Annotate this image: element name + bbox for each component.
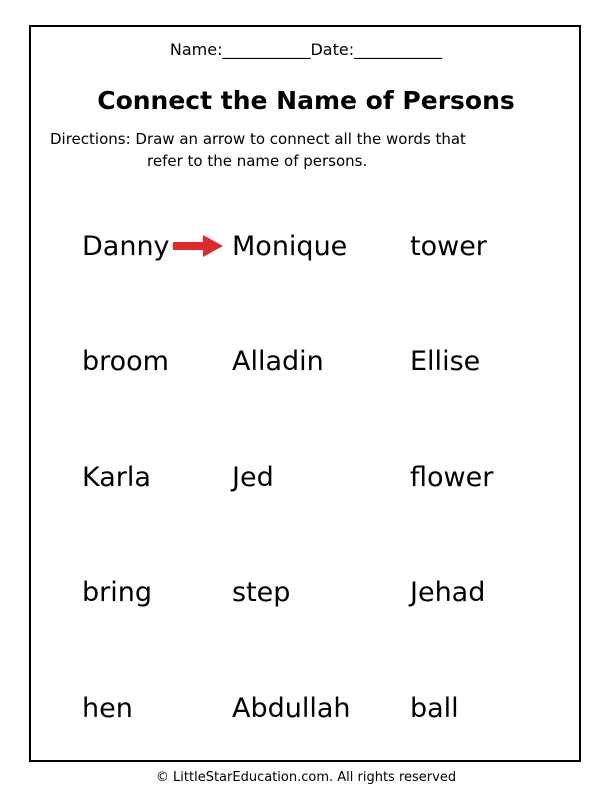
word-flower[interactable]: flower <box>410 462 494 493</box>
word-bring[interactable]: bring <box>82 577 152 608</box>
word-ball[interactable]: ball <box>410 693 459 724</box>
word-alladin[interactable]: Alladin <box>232 346 324 377</box>
arrow-shape <box>173 235 223 257</box>
directions-line-2: refer to the name of persons. <box>147 152 368 170</box>
directions-line-1: Directions: Draw an arrow to connect all the words that <box>50 130 466 148</box>
copyright-footer: © LittleStarEducation.com. All rights reserved <box>155 770 457 785</box>
worksheet-title: Connect the Name of Persons <box>97 86 515 115</box>
example-arrow-icon <box>173 235 223 257</box>
directions <box>50 128 540 172</box>
word-karla[interactable]: Karla <box>82 462 151 493</box>
name-date-line <box>0 40 612 60</box>
word-jehad[interactable]: Jehad <box>410 577 486 608</box>
word-abdullah[interactable]: Abdullah <box>232 693 351 724</box>
word-hen[interactable]: hen <box>82 693 133 724</box>
word-jed[interactable]: Jed <box>232 462 274 493</box>
word-tower[interactable]: tower <box>410 231 487 262</box>
name-field[interactable]: Name:___________ <box>169 40 311 59</box>
word-monique[interactable]: Monique <box>232 231 348 262</box>
word-broom[interactable]: broom <box>82 346 169 377</box>
word-step[interactable]: step <box>232 577 291 608</box>
date-field[interactable]: Date:___________ <box>310 40 443 59</box>
word-danny[interactable]: Danny <box>82 231 170 262</box>
word-ellise[interactable]: Ellise <box>410 346 481 377</box>
